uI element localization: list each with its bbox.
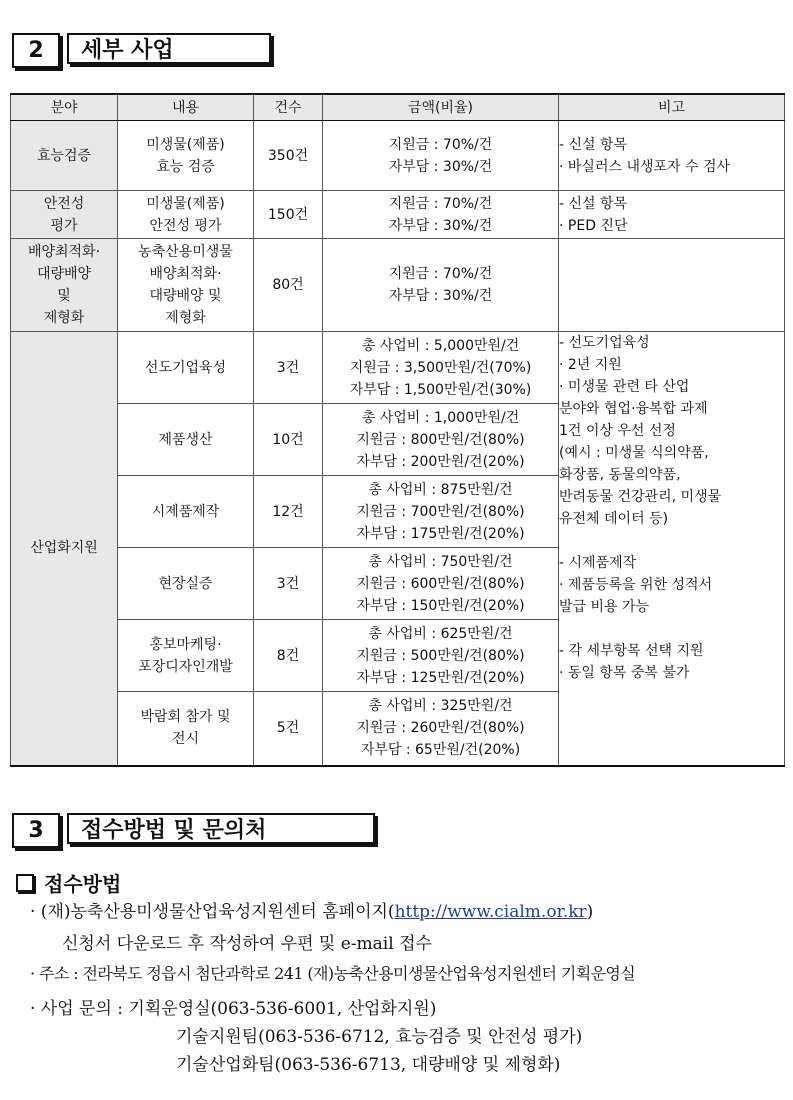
field-cell: 배양최적화· 대량배양 및 제형화 [11, 239, 118, 332]
body-line: 신청서 다운로드 후 작성하여 우편 및 e-mail 접수 [62, 934, 432, 954]
count-cell: 8건 [254, 620, 323, 692]
field-cell: 효능검증 [11, 121, 118, 191]
homepage-link[interactable]: http://www.cialm.or.kr [394, 902, 587, 922]
content-cell: 시제품제작 [118, 476, 254, 548]
header-amount: 금액(비율) [323, 94, 559, 121]
contact-line: 기술지원팀(063-536-6712, 효능검증 및 안전성 평가) [176, 1027, 583, 1047]
content-cell: 선도기업육성 [118, 332, 254, 404]
section-3-header [12, 813, 378, 846]
field-cell: 안전성 평가 [11, 191, 118, 239]
table-row [11, 239, 785, 332]
checkbox-square-icon [16, 874, 34, 892]
amount-cell: 지원금 : 70%/건 자부담 : 30%/건 [323, 191, 559, 239]
count-cell: 10건 [254, 404, 323, 476]
homepage-line: · (재)농축산용미생물산업육성지원센터 홈페이지(http://www.cialm.or.kr) [30, 902, 594, 922]
amount-cell: 총 사업비 : 1,000만원/건 지원금 : 800만원/건(80%) 자부담 : 200만원/건(20%) [323, 404, 559, 476]
count-cell: 150건 [254, 191, 323, 239]
section-number: 2 [12, 33, 60, 68]
amount-cell: 지원금 : 70%/건 자부담 : 30%/건 [323, 121, 559, 191]
content-cell: 제품생산 [118, 404, 254, 476]
contact-line: · 사업 문의 : 기획운영실(063-536-6001, 산업화지원) [30, 999, 437, 1019]
amount-cell: 총 사업비 : 5,000만원/건 지원금 : 3,500만원/건(70%) 자부담 : 1,500만원/건(30%) [323, 332, 559, 404]
amount-cell: 지원금 : 70%/건 자부담 : 30%/건 [323, 239, 559, 332]
table-row [11, 191, 785, 239]
content-cell: 현장실증 [118, 548, 254, 620]
count-cell: 12건 [254, 476, 323, 548]
content-cell: 농축산용미생물 배양최적화· 대량배양 및 제형화 [118, 239, 254, 332]
count-cell: 350건 [254, 121, 323, 191]
note-cell [559, 239, 785, 332]
section-number: 3 [12, 813, 60, 848]
amount-cell: 총 사업비 : 750만원/건 지원금 : 600만원/건(80%) 자부담 : 150만원/건(20%) [323, 548, 559, 620]
count-cell: 3건 [254, 548, 323, 620]
contact-line: 기술산업화팀(063-536-6713, 대량배양 및 제형화) [176, 1055, 561, 1075]
field-cell: 산업화지원 [11, 332, 118, 766]
amount-cell: 총 사업비 : 625만원/건 지원금 : 500만원/건(80%) 자부담 : 125만원/건(20%) [323, 620, 559, 692]
amount-cell: 총 사업비 : 325만원/건 지원금 : 260만원/건(80%) 자부담 : 65만원/건(20%) [323, 692, 559, 766]
section-2-header [12, 33, 274, 66]
header-count: 건수 [254, 94, 323, 121]
header-content: 내용 [118, 94, 254, 121]
note-cell: - 신설 항목 · 바실러스 내생포자 수 검사 [559, 121, 785, 191]
amount-cell: 총 사업비 : 875만원/건 지원금 : 700만원/건(80%) 자부담 : 175만원/건(20%) [323, 476, 559, 548]
table-row [11, 121, 785, 191]
address-line: · 주소 : 전라북도 정읍시 첨단과학로 241 (재)농축산용미생물산업육성지원센터 기획운영실 [30, 964, 636, 983]
note-cell: - 선도기업육성 · 2년 지원 · 미생물 관련 타 산업 분야와 협업·융복합 과제 1건 이상 우선 선정 (예시 : 미생물 식의약품, 화장품, 동물의약품, 반려동물 건강관리, 미생물 유전체 데이터 등) - 시제품제작 · 제품등록을 위한 성적서 발급 비용 가능 - 각 세부항목 선택 지원 · 동일 항목 중복 불가 [559, 332, 785, 766]
table-row [11, 332, 785, 404]
count-cell: 3건 [254, 332, 323, 404]
note-cell: - 신설 항목 · PED 진단 [559, 191, 785, 239]
subheading [16, 868, 121, 897]
section-title: 접수방법 및 문의처 [67, 813, 375, 844]
content-cell: 박람회 참가 및 전시 [118, 692, 254, 766]
count-cell: 80건 [254, 239, 323, 332]
table-header-row [11, 94, 785, 121]
content-cell: 홍보마케팅· 포장디자인개발 [118, 620, 254, 692]
count-cell: 5건 [254, 692, 323, 766]
subheading-text: 접수방법 [44, 872, 122, 896]
content-cell: 미생물(제품) 안전성 평가 [118, 191, 254, 239]
section-title: 세부 사업 [67, 33, 271, 64]
header-note: 비고 [559, 94, 785, 121]
detail-table [10, 93, 785, 767]
content-cell: 미생물(제품) 효능 검증 [118, 121, 254, 191]
header-field: 분야 [11, 94, 118, 121]
